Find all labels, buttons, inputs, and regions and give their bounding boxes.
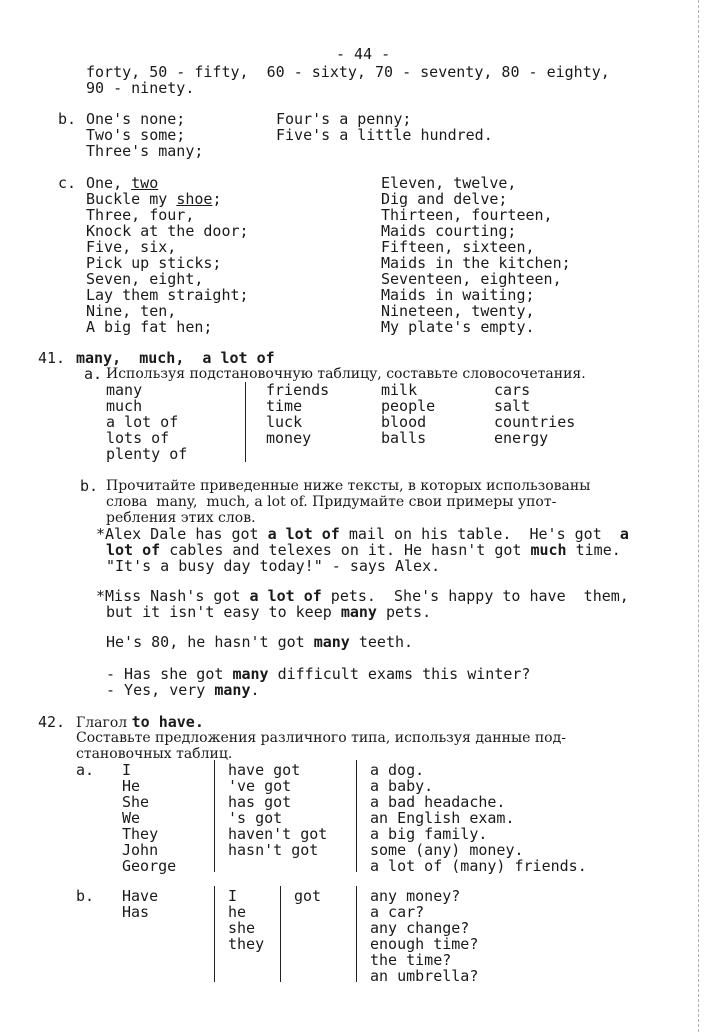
intro-line: forty, 50 - fifty, 60 - sixty, 70 - seventy, 80 - eighty, [86, 63, 610, 81]
rhyme-line: A big fat hen; [86, 318, 213, 336]
table-cell: a car? [370, 903, 425, 921]
table-cell: We [122, 809, 141, 827]
table-cell: Has [122, 903, 150, 921]
table-cell: a bad headache. [370, 793, 506, 811]
part-a-label: a. [76, 761, 95, 779]
rhyme-line: Eleven, twelve, [381, 174, 517, 192]
table-cell: Have [122, 887, 159, 905]
rhyme-line: Maids in waiting; [381, 286, 535, 304]
table-cell: countries [494, 413, 576, 431]
rhyme-b-label: b. [58, 110, 77, 128]
table-divider [356, 886, 357, 982]
instruction: слова many, much, a lot of. Придумайте свои примеры упот- [106, 494, 557, 510]
text-line: He's 80, he hasn't got many teeth. [106, 633, 414, 651]
page-edge [698, 0, 704, 1032]
table-cell: a lot of (many) friends. [370, 857, 587, 875]
table-cell: some (any) money. [370, 841, 524, 859]
instruction: Прочитайте приведенные ниже тексты, в которых использованы [106, 478, 591, 494]
rhyme-line: One, two [86, 174, 159, 192]
rhyme-line: Pick up sticks; [86, 254, 222, 272]
instruction: Составьте предложения различного типа, используя данные под- [76, 730, 566, 746]
table-cell: enough time? [370, 935, 479, 953]
table-cell: George [122, 857, 177, 875]
part-b-label: b. [80, 477, 99, 495]
rhyme-line: Four's a penny; [276, 110, 412, 128]
rhyme-line: Seventeen, eighteen, [381, 270, 562, 288]
table-cell: the time? [370, 951, 452, 969]
table-cell: energy [494, 429, 549, 447]
table-cell: I [122, 761, 132, 779]
text-line: but it isn't easy to keep many pets. [106, 603, 432, 621]
rhyme-line: Fifteen, sixteen, [381, 238, 535, 256]
table-cell: milk [381, 381, 418, 399]
table-cell: much [106, 397, 143, 415]
table-cell: a baby. [370, 777, 434, 795]
table-cell: got [294, 887, 322, 905]
table-divider [245, 382, 246, 462]
rhyme-line: One's none; [86, 110, 186, 128]
intro-line: 90 - ninety. [86, 79, 195, 97]
rhyme-line: Maids in the kitchen; [381, 254, 571, 272]
dialog-line: - Yes, very many. [106, 681, 260, 699]
table-divider [214, 760, 215, 872]
table-cell: John [122, 841, 159, 859]
table-cell: people [381, 397, 436, 415]
table-cell: I [228, 887, 238, 905]
table-cell: They [122, 825, 159, 843]
table-cell: he [228, 903, 247, 921]
table-cell: balls [381, 429, 427, 447]
table-cell: a big family. [370, 825, 488, 843]
table-cell: a dog. [370, 761, 425, 779]
table-cell: she [228, 919, 256, 937]
table-cell: hasn't got [228, 841, 319, 859]
table-cell: they [228, 935, 265, 953]
table-cell: luck [266, 413, 303, 431]
instruction: Используя подстановочную таблицу, составьте словосочетания. [106, 366, 586, 382]
table-cell: salt [494, 397, 531, 415]
instruction: становочных таблиц. [76, 746, 233, 762]
rhyme-c-label: c. [58, 174, 77, 192]
table-divider [280, 886, 281, 982]
table-cell: 've got [228, 777, 292, 795]
table-cell: haven't got [228, 825, 328, 843]
rhyme-line: Nine, ten, [86, 302, 177, 320]
rhyme-line: Lay them straight; [86, 286, 249, 304]
table-cell: plenty of [106, 445, 188, 463]
text-line: *Miss Nash's got a lot of pets. She's happy to have them, [96, 587, 629, 605]
table-cell: lots of [106, 429, 170, 447]
rhyme-line: Nineteen, twenty, [381, 302, 535, 320]
rhyme-line: Three's many; [86, 142, 204, 160]
rhyme-line: Two's some; [86, 126, 186, 144]
page-number: - 44 - [336, 45, 391, 63]
rhyme-line: Thirteen, fourteen, [381, 206, 553, 224]
exercise-title: Глагол to have. [76, 713, 204, 731]
table-cell: blood [381, 413, 427, 431]
part-b-label: b. [76, 887, 95, 905]
table-cell: time [266, 397, 303, 415]
table-cell: She [122, 793, 150, 811]
rhyme-line: Three, four, [86, 206, 195, 224]
text-line: *Alex Dale has got a lot of mail on his table. He's got a [96, 525, 629, 543]
table-divider [214, 886, 215, 982]
rhyme-line: Five's a little hundred. [276, 126, 493, 144]
table-cell: He [122, 777, 141, 795]
text-line: lot of cables and telexes on it. He hasn't got much time. [106, 541, 621, 559]
table-cell: cars [494, 381, 531, 399]
text-line: "It's a busy day today!" - says Alex. [106, 557, 441, 575]
exercise-title: many, much, a lot of [76, 349, 275, 367]
table-cell: any change? [370, 919, 470, 937]
table-cell: a lot of [106, 413, 179, 431]
exercise-number: 42. [38, 713, 66, 731]
part-a-label: a. [84, 365, 103, 383]
table-cell: an English exam. [370, 809, 515, 827]
rhyme-line: Buckle my shoe; [86, 190, 222, 208]
rhyme-line: Knock at the door; [86, 222, 249, 240]
table-cell: has got [228, 793, 292, 811]
rhyme-line: Maids courting; [381, 222, 517, 240]
dialog-line: - Has she got many difficult exams this winter? [106, 665, 531, 683]
table-cell: friends [266, 381, 330, 399]
table-divider [356, 760, 357, 872]
rhyme-line: Five, six, [86, 238, 177, 256]
rhyme-line: Seven, eight, [86, 270, 204, 288]
table-cell: any money? [370, 887, 461, 905]
instruction: ребления этих слов. [106, 510, 256, 526]
exercise-number: 41. [38, 349, 66, 367]
table-cell: have got [228, 761, 301, 779]
table-cell: money [266, 429, 312, 447]
table-cell: 's got [228, 809, 283, 827]
table-cell: an umbrella? [370, 967, 479, 985]
table-cell: many [106, 381, 143, 399]
rhyme-line: Dig and delve; [381, 190, 508, 208]
rhyme-line: My plate's empty. [381, 318, 535, 336]
